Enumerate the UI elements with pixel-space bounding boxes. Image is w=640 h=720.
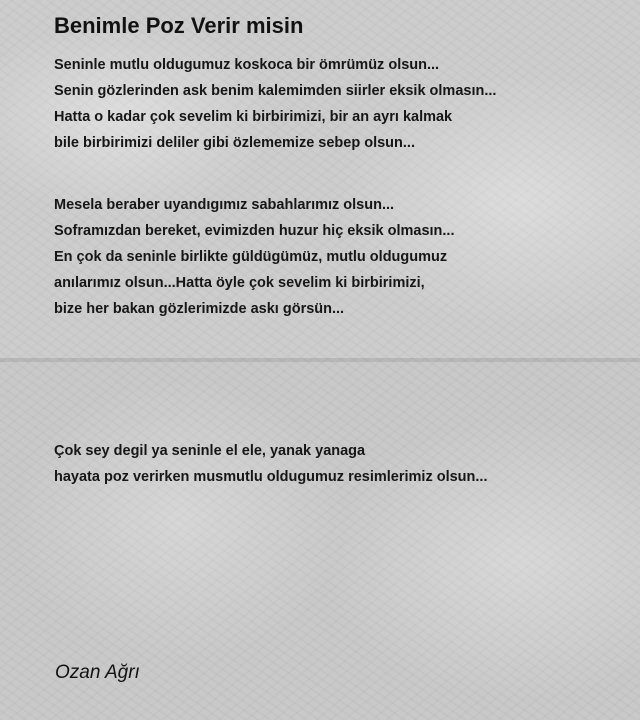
poem-line: Mesela beraber uyandıgımız sabahlarımız olsun...: [54, 197, 395, 213]
band-divider: [0, 358, 640, 362]
stanza-3: [54, 438, 487, 490]
poem-line: Hatta o kadar çok sevelim ki birbirimizi, bir an ayrı kalmak: [54, 109, 453, 125]
poem-author: Ozan Ağrı: [55, 662, 140, 683]
poem-title: Benimle Poz Verir misin: [54, 13, 304, 38]
stanza-2: [54, 192, 455, 322]
stanza-1: [54, 52, 496, 156]
poem-line: hayata poz verirken musmutlu oldugumuz resimlerimiz olsun...: [54, 469, 488, 485]
poem-line: bize her bakan gözlerimizde askı görsün...: [54, 301, 345, 317]
poem-line: Çok sey degil ya seninle el ele, yanak yanaga: [54, 443, 366, 459]
poem-line: Seninle mutlu oldugumuz koskoca bir ömrümüz olsun...: [54, 57, 440, 73]
poem-container: [54, 12, 614, 485]
poem-line: Senin gözlerinden ask benim kalemimden siirler eksik olmasın...: [54, 83, 497, 99]
poem-line: En çok da seninle birlikte güldügümüz, mutlu oldugumuz: [54, 249, 448, 265]
poem-line: anılarımız olsun...Hatta öyle çok sevelim ki birbirimizi,: [54, 275, 425, 291]
poem-line: bile birbirimizi deliler gibi özlememize sebep olsun...: [54, 135, 415, 151]
poem-line: Soframızdan bereket, evimizden huzur hiç eksik olmasın...: [54, 223, 455, 239]
